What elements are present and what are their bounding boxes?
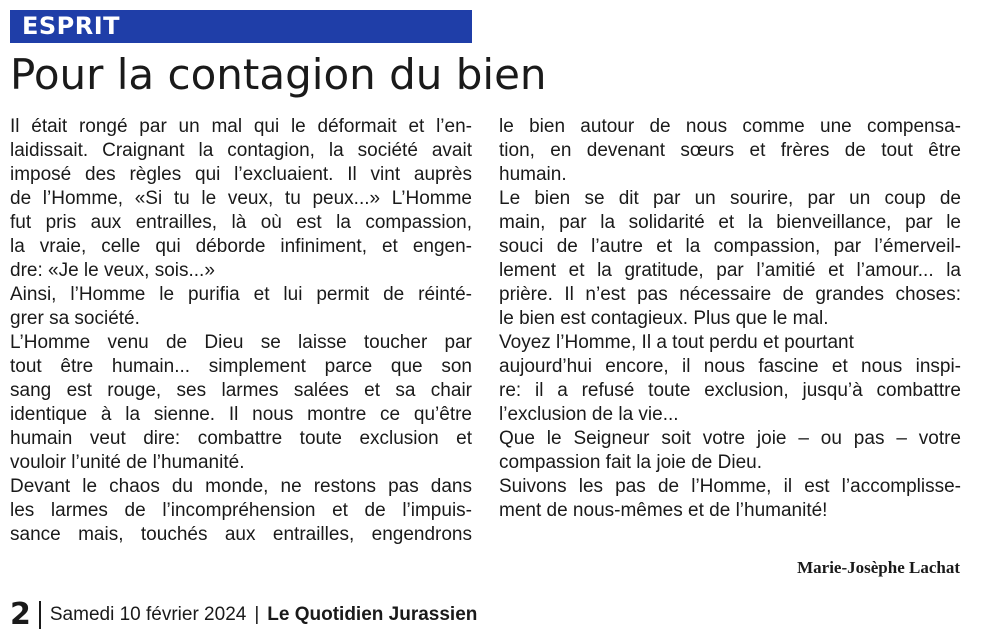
footer-separator: | — [254, 604, 260, 625]
publication-date: Samedi 10 février 2024 — [49, 604, 247, 625]
article-text-line: prière. Il n’est pas nécessaire de grandes choses: — [499, 284, 961, 305]
article-text-line: re: il a refusé toute exclusion, jusqu’à combattre — [499, 380, 961, 401]
article-text-line: tion, en devenant sœurs et frères de tout être — [499, 140, 961, 161]
article-text-line: L’Homme venu de Dieu se laisse toucher par — [10, 332, 472, 353]
article-text-line: grer sa société. — [10, 308, 140, 329]
article-text-line: Devant le chaos du monde, ne restons pas dans — [10, 476, 472, 497]
article-text-line: Le bien se dit par un sourire, par un coup de — [499, 188, 961, 209]
article-text-line: tout être humain... simplement parce que son — [10, 356, 472, 377]
article-text-line: dre: «Je le veux, sois...» — [10, 260, 215, 281]
article-headline: Pour la contagion du bien — [10, 50, 547, 99]
article-text-line: vouloir l’unité de l’humanité. — [10, 452, 245, 473]
article-text-line: Que le Seigneur soit votre joie – ou pas – votre — [499, 428, 961, 449]
article-text-line: Suivons les pas de l’Homme, il est l’accomplisse- — [499, 476, 961, 497]
footer-divider — [39, 601, 41, 629]
article-text-line: Voyez l’Homme, Il a tout perdu et pourtant — [499, 332, 854, 353]
article-text-line: compassion fait la joie de Dieu. — [499, 452, 762, 473]
article-text-line: humain. — [499, 164, 567, 185]
section-rubric-label: ESPRIT — [22, 12, 121, 40]
publication-name: Le Quotidien Jurassien — [267, 604, 478, 625]
article-text-line: fut pris aux entrailles, là où est la compassion, — [10, 212, 472, 233]
article-text-line: la vraie, celle qui déborde infiniment, et engen- — [10, 236, 472, 257]
article-text-line: lement et la gratitude, par l’amitié et l’amour... la — [499, 260, 961, 281]
article-text-line: sang est rouge, ses larmes salées et sa chair — [10, 380, 472, 401]
page-number: 2 — [10, 597, 31, 632]
article-text-line: ment de nous-mêmes et de l’humanité! — [499, 500, 828, 521]
author-signature: Marie-Josèphe Lachat — [797, 558, 960, 577]
article-text-line: humain veut dire: combattre toute exclusion et — [10, 428, 472, 449]
article-text-line: le bien autour de nous comme une compensa- — [499, 116, 961, 137]
article-text-line: main, par la solidarité et la bienveillance, par le — [499, 212, 961, 233]
article-text-line: Ainsi, l’Homme le purifia et lui permit de réinté- — [10, 284, 472, 305]
article-text-line: Il était rongé par un mal qui le déformait et l’en- — [10, 116, 472, 137]
article-text-line: imposé des règles qui l’excluaient. Il vint auprès — [10, 164, 472, 185]
article-text-line: souci de l’autre et la compassion, par l’émerveil- — [499, 236, 961, 257]
article-text-line: de l’Homme, «Si tu le veux, tu peux...» L’Homme — [10, 188, 472, 209]
article-column-right — [499, 115, 961, 523]
article-column-left — [10, 115, 472, 547]
article-text-line: le bien est contagieux. Plus que le mal. — [499, 308, 829, 329]
page-footer — [10, 597, 477, 633]
article-text-line: aujourd’hui encore, il nous fascine et nous inspi- — [499, 356, 961, 377]
article-text-line: l’exclusion de la vie... — [499, 404, 679, 425]
article-text-line: sance mais, touchés aux entrailles, engendrons — [10, 524, 472, 545]
article-text-line: identique à la sienne. Il nous montre ce qu’être — [10, 404, 472, 425]
article-text-line: les larmes de l’incompréhension et de l’impuis- — [10, 500, 472, 521]
article-text-line: laidissait. Craignant la contagion, la société avait — [10, 140, 472, 161]
section-rubric — [10, 10, 472, 43]
